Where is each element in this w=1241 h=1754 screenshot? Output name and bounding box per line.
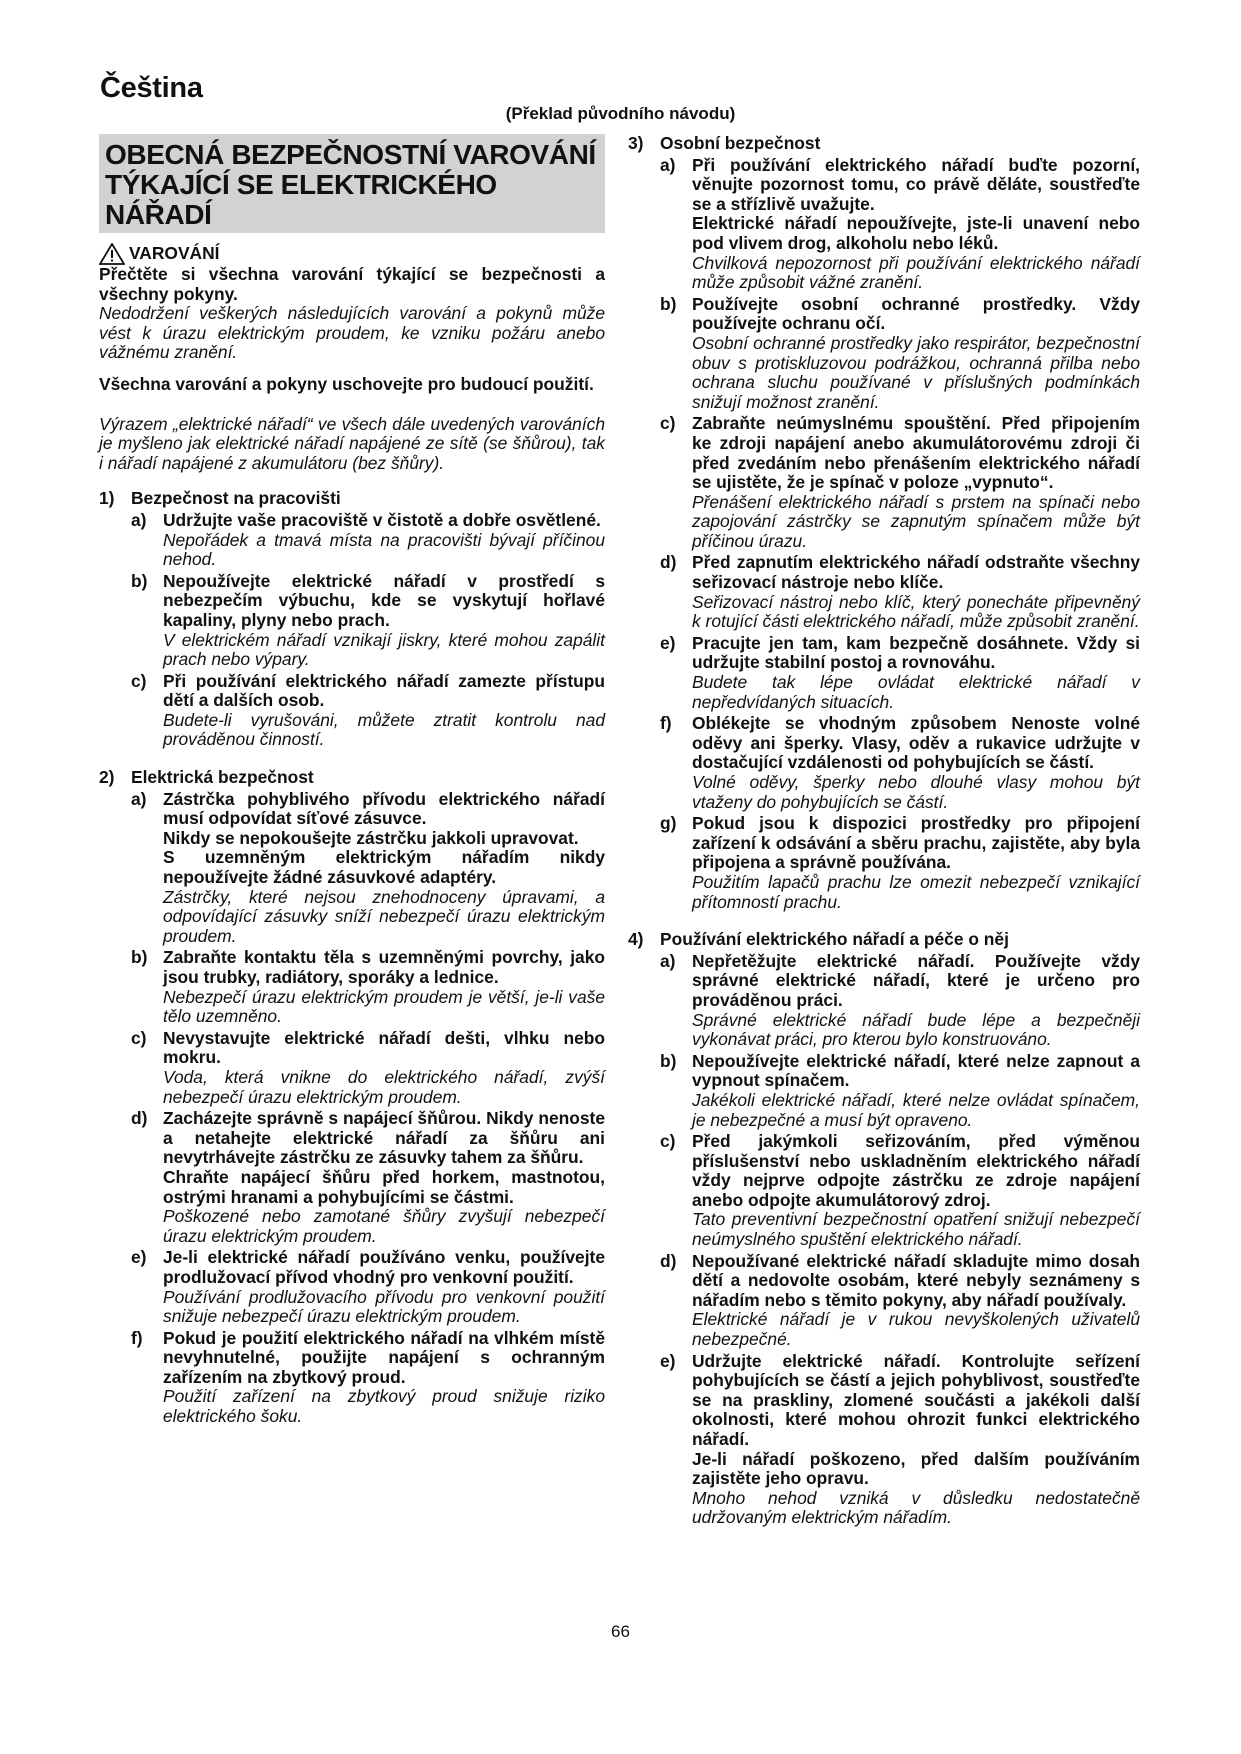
item-letter: b) — [131, 947, 148, 968]
right-column — [628, 134, 1140, 1528]
item-requirement: Používejte osobní ochranné prostředky. Vždy používejte ochranu očí. — [692, 293, 1140, 334]
item-explanation: V elektrickém nářadí vznikají jiskry, které mohou zapálit prach nebo výpary. — [163, 629, 605, 670]
item-explanation: Mnoho nehod vzniká v důsledku nedostatečně udržovaným elektrickým nářadím. — [692, 1487, 1140, 1528]
item-letter: e) — [660, 632, 676, 653]
item-requirement: Zabraňte kontaktu těla s uzemněnými povrchy, jako jsou trubky, radiátory, sporáky a lednice. — [163, 947, 605, 987]
item-requirement: S uzemněným elektrickým nářadím nikdy nepoužívejte žádné zásuvkové adaptéry. — [163, 847, 605, 888]
item-requirement: Před jakýmkoli seřizováním, před výměnou příslušenství nebo uskladněním elektrického nářadí vždy nejprve odpojte zástrčku ze zdroje napájení anebo odpojte akumulátorový zdroj. — [692, 1131, 1140, 1210]
instruction-item — [99, 672, 605, 750]
item-explanation: Nepořádek a tmavá místa na pracovišti bývají příčinou nehod. — [163, 529, 605, 570]
item-requirement: Chraňte napájecí šňůru před horkem, mastnotou, ostrými hranami a pohybujícími se částmi. — [163, 1166, 605, 1207]
left-column — [99, 134, 605, 1427]
item-explanation: Osobní ochranné prostředky jako respirátor, bezpečnostní obuv s protiskluzovou podrážkou, ochranná přilba nebo ochrana sluchu používané v příslušných podmínkách snižují možnost zranění. — [692, 332, 1140, 412]
instruction-item — [99, 511, 605, 570]
left-sections — [99, 489, 605, 1426]
item-explanation: Správné elektrické nářadí bude lépe a bezpečněji vykonávat práci, pro kterou bylo konstruováno. — [692, 1009, 1140, 1050]
item-letter: a) — [660, 950, 676, 971]
item-letter: c) — [660, 413, 676, 434]
item-explanation: Chvilková nepozornost při používání elektrického nářadí může způsobit vážné zranění. — [692, 252, 1140, 293]
item-letter: c) — [131, 1027, 147, 1048]
item-letter: c) — [660, 1131, 676, 1152]
item-requirement: Je-li elektrické nářadí používáno venku, používejte prodlužovací přívod vhodný pro venkovní použití. — [163, 1247, 605, 1287]
instruction-item — [628, 714, 1140, 812]
section-number: 2) — [99, 767, 115, 788]
item-letter: b) — [660, 1050, 677, 1071]
instruction-item — [99, 1329, 605, 1427]
item-letter: f) — [660, 713, 672, 734]
instruction-item — [628, 952, 1140, 1050]
warning-consequence: Nedodržení veškerých následujících varování a pokynů může vést k úrazu elektrickým proudem, ke vzniku požáru anebo vážnému zranění. — [99, 303, 605, 363]
section-title: Používání elektrického nářadí a péče o něj — [660, 929, 1009, 950]
item-letter: d) — [131, 1108, 148, 1129]
item-explanation: Budete tak lépe ovládat elektrické nářadí v nepředvídaných situacích. — [692, 672, 1140, 712]
item-explanation: Použití zařízení na zbytkový proud snižuje riziko elektrického šoku. — [163, 1386, 605, 1427]
item-requirement: Udržujte vaše pracoviště v čistotě a dobře osvětlené. — [163, 509, 601, 530]
instruction-item — [99, 1029, 605, 1107]
instruction-item — [628, 156, 1140, 293]
right-sections — [628, 134, 1140, 1528]
item-explanation: Přenášení elektrického nářadí s prstem na spínači nebo zapojování zástrčky se zapnutým spínačem může být příčinou úrazu. — [692, 491, 1140, 551]
translation-subtitle: (Překlad původního návodu) — [505, 104, 736, 123]
item-explanation: Voda, která vnikne do elektrického nářadí, zvýší nebezpečí úrazu elektrickým proudem. — [163, 1066, 605, 1107]
item-requirement: Nevystavujte elektrické nářadí dešti, vlhku nebo mokru. — [163, 1027, 605, 1068]
item-requirement: Udržujte elektrické nářadí. Kontrolujte seřízení pohybujících se částí a jejich pohyblivost, soustřeďte se na praskliny, zlomené součásti a jakékoli další okolnosti, které mohou ohrozit funkci elektrického nářadí. — [692, 1350, 1140, 1449]
item-explanation: Elektrické nářadí je v rukou nevyškolených uživatelů nebezpečné. — [692, 1309, 1140, 1350]
item-requirement: Je-li nářadí poškozeno, před dalším používáním zajistěte jeho opravu. — [692, 1448, 1140, 1489]
item-requirement: Nepoužívejte elektrické nářadí v prostředí s nebezpečím výbuchu, kde se vyskytují hořlavé kapaliny, plyny nebo prach. — [163, 570, 605, 630]
item-requirement: Pracujte jen tam, kam bezpečně dosáhnete. Vždy si udržujte stabilní postoj a rovnováhu. — [692, 632, 1140, 673]
item-requirement: Před zapnutím elektrického nářadí odstraňte všechny seřizovací nástroje nebo klíče. — [692, 552, 1140, 593]
item-explanation: Poškozené nebo zamotané šňůry zvyšují nebezpečí úrazu elektrickým proudem. — [163, 1206, 605, 1246]
item-requirement: Zabraňte neúmyslnému spouštění. Před připojením ke zdroji napájení anebo akumulátorovému zdroji či před zvedáním nebo přenášením elektrického nářadí se ujistěte, že je spínač v poloze „vypnuto“. — [692, 413, 1140, 493]
item-requirement: Elektrické nářadí nepoužívejte, jste-li unavení nebo pod vlivem drog, alkoholu nebo léků. — [692, 213, 1140, 253]
section-number: 3) — [628, 133, 644, 153]
instruction-item — [628, 1132, 1140, 1250]
instruction-item — [628, 1352, 1140, 1528]
title-line: NÁŘADÍ — [105, 199, 212, 230]
item-explanation: Používání prodlužovacího přívodu pro venkovní použití snižuje nebezpečí úrazu elektrickým proudem. — [163, 1286, 605, 1327]
item-explanation: Nebezpečí úrazu elektrickým proudem je větší, je-li vaše tělo uzemněno. — [163, 986, 605, 1027]
page-number: 66 — [611, 1622, 630, 1641]
item-requirement: Nepoužívané elektrické nářadí skladujte mimo dosah dětí a nedovolte osobám, které nebyly seznámeny s nářadím nebo s těmito pokyny, aby nářadí používaly. — [692, 1250, 1140, 1310]
instruction-item — [99, 572, 605, 670]
item-requirement: Zástrčka pohyblivého přívodu elektrického nářadí musí odpovídat síťové zásuvce. — [163, 788, 605, 829]
instruction-item — [99, 1248, 605, 1326]
item-letter: f) — [131, 1327, 143, 1348]
warning-label: VAROVÁNÍ — [129, 243, 220, 264]
item-letter: b) — [131, 570, 148, 591]
item-letter: g) — [660, 813, 677, 834]
item-explanation: Volné oděvy, šperky nebo dlouhé vlasy mohou být vtaženy do pohybujících se částí. — [692, 772, 1140, 812]
warning-triangle-icon — [99, 243, 125, 265]
item-letter: c) — [131, 670, 147, 691]
item-explanation: Tato preventivní bezpečnostní opatření snižují nebezpečí neúmyslného spuštění elektrického nářadí. — [692, 1209, 1140, 1250]
item-letter: a) — [660, 154, 676, 175]
section-title-box — [99, 134, 605, 233]
section-heading — [628, 930, 1140, 950]
power-tool-definition: Výrazem „elektrické nářadí“ ve všech dále uvedených varováních je myšleno jak elektrické nářadí napájené ze sítě (se šňůrou), tak i nářadí napájené z akumulátoru (bez šňůry). — [99, 413, 605, 473]
item-letter: a) — [131, 788, 147, 809]
item-explanation: Zástrčky, které nejsou znehodnoceny úpravami, a odpovídající zásuvky sníží nebezpečí úrazu elektrickým proudem. — [163, 886, 605, 946]
title-line: TÝKAJÍCÍ SE ELEKTRICKÉHO — [105, 169, 497, 200]
instruction-item — [628, 814, 1140, 912]
title-line: OBECNÁ BEZPEČNOSTNÍ VAROVÁNÍ — [105, 139, 596, 170]
instruction-item — [99, 1109, 605, 1246]
item-letter: d) — [660, 1250, 677, 1271]
section-title: Osobní bezpečnost — [660, 133, 821, 153]
item-requirement: Nepřetěžujte elektrické nářadí. Používejte vždy správné elektrické nářadí, které je určeno pro prováděnou práci. — [692, 950, 1140, 1010]
item-requirement: Zacházejte správně s napájecí šňůrou. Nikdy nenoste a netahejte elektrické nářadí za šňůru ani nevytrhávejte zástrčku ze zásuvky tahem za šňůru. — [163, 1108, 605, 1168]
item-explanation: Jakékoli elektrické nářadí, které nelze ovládat spínačem, je nebezpečné a musí být opraveno. — [692, 1089, 1140, 1130]
item-requirement: Pokud je použití elektrického nářadí na vlhkém místě nevyhnutelné, použijte napájení s ochranným zařízením na zbytkový proud. — [163, 1327, 605, 1387]
language-heading: Čeština — [100, 72, 203, 104]
item-letter: e) — [660, 1350, 676, 1371]
item-letter: e) — [131, 1247, 147, 1268]
section-heading — [628, 134, 1140, 154]
instruction-item — [99, 948, 605, 1026]
instruction-item — [99, 790, 605, 947]
instruction-item — [628, 1052, 1140, 1130]
instruction-item — [628, 414, 1140, 551]
item-letter: a) — [131, 509, 147, 530]
instruction-item — [628, 553, 1140, 631]
warning-read-all: Přečtěte si všechna varování týkající se bezpečnosti a všechny pokyny. — [99, 264, 605, 304]
item-requirement: Nikdy se nepokoušejte zástrčku jakkoli upravovat. — [163, 827, 579, 848]
instruction-item — [628, 295, 1140, 413]
item-letter: b) — [660, 293, 677, 314]
instruction-item — [628, 634, 1140, 712]
item-requirement: Oblékejte se vhodným způsobem Nenoste volné oděvy ani šperky. Vlasy, oděv a rukavice udržujte v dostačující vzdálenosti od pohybujících se částí. — [692, 713, 1140, 773]
section-number: 4) — [628, 929, 644, 950]
section-heading — [99, 489, 605, 509]
section-heading — [99, 768, 605, 788]
item-explanation: Budete-li vyrušováni, můžete ztratit kontrolu nad prováděnou činností. — [163, 709, 605, 750]
item-explanation: Použitím lapačů prachu lze omezit nebezpečí vznikající přítomností prachu. — [692, 871, 1140, 912]
item-letter: d) — [660, 552, 677, 573]
section-title: Bezpečnost na pracovišti — [131, 488, 341, 509]
section-number: 1) — [99, 488, 115, 509]
item-requirement: Při používání elektrického nářadí buďte pozorní, věnujte pozornost tomu, co právě děláte, soustřeďte se a střízlivě uvažujte. — [692, 154, 1140, 214]
item-requirement: Při používání elektrického nářadí zamezte přístupu dětí a dalších osob. — [163, 670, 605, 711]
item-explanation: Seřizovací nástroj nebo klíč, který ponecháte připevněný k rotující části elektrického nářadí, může způsobit zranění. — [692, 591, 1140, 632]
warning-heading — [99, 243, 605, 265]
item-requirement: Nepoužívejte elektrické nářadí, které nelze zapnout a vypnout spínačem. — [692, 1050, 1140, 1091]
item-requirement: Pokud jsou k dispozici prostředky pro připojení zařízení k odsávání a sběru prachu, zajistěte, aby byla připojena a správně používána. — [692, 813, 1140, 873]
keep-instructions: Všechna varování a pokyny uschovejte pro budoucí použití. — [99, 373, 594, 394]
section-title: Elektrická bezpečnost — [131, 767, 314, 788]
instruction-item — [628, 1252, 1140, 1350]
